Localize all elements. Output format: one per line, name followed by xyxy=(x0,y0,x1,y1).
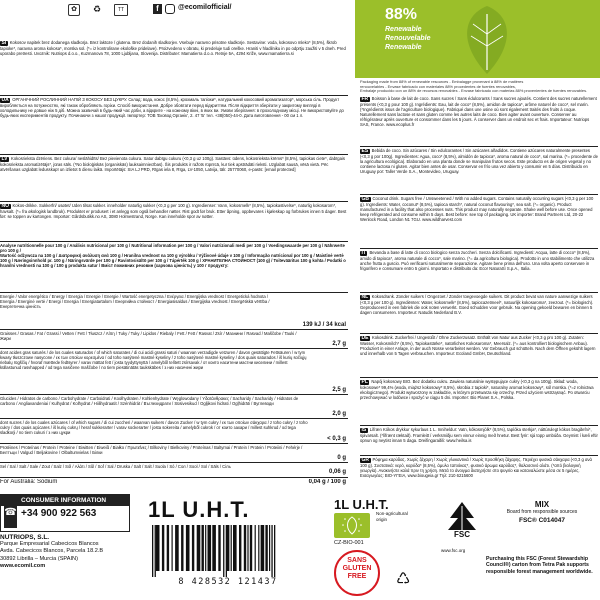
barcode-guard xyxy=(271,525,272,577)
divider xyxy=(0,443,348,444)
divider xyxy=(0,462,348,463)
phone-icon: ☎ xyxy=(4,498,17,528)
barcode-guard xyxy=(223,525,224,577)
barcode-bar xyxy=(239,525,241,571)
barcode-bar xyxy=(202,525,204,571)
barcode-guard xyxy=(226,525,227,577)
eu-origin-note: Non-agricultural origin xyxy=(376,511,408,522)
divider xyxy=(0,329,348,330)
barcode-bar xyxy=(208,525,212,571)
barcode-bar xyxy=(265,525,267,571)
divider xyxy=(360,194,598,195)
barcode xyxy=(148,525,318,587)
nutrition-header: Analyse nutritionnelle pour 100 g / Análisis nutricional por 100 g / Nutritional information per 100 g / Valori nutrizionali medi per 100 g / Voedingswaarde per 100 g / Nährwerte pro 100 g / Wartość odżywcza na 100 g / Διατροφική ανάλυση ανά 100 g / Hranilna vrednost na 100 g výrobku / Výživové údaje v 100 g / Informação nutricional por 100 g / Maistinė vertė 100 g / Næringsinnhold pr. 100 g / Näringsvärde per 100 g / Ravintosisältö per 100 g / Tápérték 100 g / ХРАНИТЕЛНА СТОЙНОСТ (100 g) / Toitevääritus 100 g kohta / Podatki o hranilni vrednosti na 100 g / 100 g produkta satur / Вміст поживних речовин (харчова цінність) у 100 г продукту: xyxy=(0,243,346,269)
barcode-bar xyxy=(255,525,256,571)
barcode-bar xyxy=(197,525,201,571)
company-website[interactable]: www.ecomil.com xyxy=(0,562,46,569)
divider xyxy=(0,95,348,96)
recycle-triangle-icon: ♺ xyxy=(396,571,411,588)
barcode-bar xyxy=(227,525,229,571)
divider xyxy=(360,455,598,456)
divider xyxy=(360,377,598,378)
eco-badge-band xyxy=(355,0,600,78)
divider xyxy=(0,348,348,349)
barcode-bar xyxy=(269,525,270,571)
leaf-icon xyxy=(457,4,517,76)
volume-small: 1L U.H.T. xyxy=(334,497,389,512)
fsc-statement: Purchasing this FSC (Forest Stewardship Council®) carton from Tetra Pak supports responsible forest management worldwide. xyxy=(486,556,593,575)
social-handle: @ecomilofficial/ xyxy=(178,4,232,11)
top-icon-bar xyxy=(48,4,348,16)
barcode-bar xyxy=(156,525,160,571)
section-is: IS Lífræn Kókos drykkur sykurlaus 1 L. Inniheldur: Vatn, kókosmjólk* (8,5%), tapíóka sterkja*, náttúrulegt kókos bragðefni*, sjávarsalt. (*lífrænt ræktað). Framleitt í verksmiðju sem vinnur einnig með hnetur. Best fyrir: sjá topp umbúða. Geymist í kæli eftir opnun og neytist innan 5 daga. Dreifingaraðili: www.heilsa.is xyxy=(360,427,598,444)
barcode-bar xyxy=(218,525,220,571)
renewable-note: Packaging made from 88% of renewable resources - Embalagge provenant à 88% de matières renouvelables - Envase fabricado con materiales 88% procedentes de fuentes renovables, Embalaje producido con un 88% de recursos renovables - Envase fabricado con materias 88% provenientes de fuentes renovables. xyxy=(360,79,588,94)
fruit-icon: ✿ xyxy=(68,4,80,16)
divider xyxy=(0,477,348,478)
consumer-info-title: CONSUMER INFORMATION xyxy=(1,495,129,506)
divider xyxy=(0,292,348,293)
nutrition-sugars: dont sucres / de los cuales azúcares / of which sugars / di cui zuccheri / waarvan suikers / davon Zucker / w tym cukry / εκ των οποίων σάκχαρα / z toho cukry / z toho cukry / dos quais açúcares / iš kurių cukrų / heraf sukkerarter / varav sockerarter / josta sokereita / amelyből cukrok / от които захари / millest suhkrud / od tega sladkorji / no tiem cukuri / з них цукри < 0,3 g xyxy=(0,420,346,442)
renewable-line-1: Renewable xyxy=(385,26,422,33)
company-name: NUTRIOPS, S.L. xyxy=(0,534,50,541)
fsc-mix-block: MIX Board from responsible sources FSC® C014047 xyxy=(506,500,578,524)
divider xyxy=(360,425,598,426)
fsc-url[interactable]: www.fsc.org xyxy=(441,548,466,553)
barcode-bar xyxy=(205,525,206,571)
eu-leaf-stars-icon xyxy=(334,513,370,538)
volume-large: 1L U.H.T. xyxy=(148,497,250,522)
nutrition-salt: Sel / Sal / Salt / Sale / Zout / Salz / Sól / Αλάτι / Sůl / Soľ / Sal / Druska / Salt / Salt / Suola / Só / Сол / Sool / Sol / Sāls / Сіль 0,06 g xyxy=(0,464,346,475)
divider xyxy=(0,418,348,419)
barcode-bar xyxy=(212,525,216,571)
nutrition-carbs: Glucides / Hidratos de carbono / Carbohydrate / Carboidrati / Koolhydraten / Kohlenhydrate / Węglowodany / Υδατάνθρακες / Sacharidy / Sacharidy / Hidratos de carbono / Angliavandeniai / Kulhydrat / Kolhydrat / Hiilihydraatit / Szénhidrát / Въглехидрати / Süsivesikud / Ogljikovi hidrati / Ogļhidrāti / Вуглеводи 2,0 g xyxy=(0,396,346,417)
barcode-bar xyxy=(231,525,232,571)
barcode-bar xyxy=(192,525,194,571)
section-it: IT Bevanda a base di latte di cocco biologico senza zuccheri. Senza dolcificanti. Ingredienti: Acqua, latte di cocco* (8,5%), amido di tapioca*, aroma naturale di cocco*, sale marino. (*= da agricoltura biologica). Prodotto in uno stabilimento che utilizza anche frutta a guscio. Può verificarsi naturalmente separazione. Agitare bene prima dell'uso. Una volta aperto conservare in frigorifero e consumare entro 5 giorni. Importato e distribuito da: Ecor NaturaSì S.p.A., Italia. xyxy=(360,250,595,272)
company-block: NUTRIOPS, S.L. Parque Empresarial Cabecicos Blancos Avda. Cabecicos Blancos, Parcela 18.2.B 30892 Librilla – Murcia (SPAIN) www.ecomil.com xyxy=(0,534,140,570)
nutrition-saturates: dont acides gras saturés / de los cuales saturados / of which saturates / di cui acidi grassi saturi / waarvan verzadigde vetzuren / davon gesättigte Fettsäuren / w tym kwasy tłuszczowe nasycone / εκ των οποίων κορεσμένα / od toho nasýtené mastné kyseliny / z toho nasýtené mastné kyseliny / dos quais saturados / iš kurių sočiųjų riebalų rūgščių / hvoraf mættede fedtsyrer / varav mättat fett / josta tyydyttynyttä / amelyből telített zsírsavak / от които наситени мастни киселини / millest küllastunud rasvhapped / od tega nasičene maščobe / no tiem piesātinātās taukskābes / з них насичені жири 2,5 g xyxy=(0,350,346,393)
fsc-logo: FSC xyxy=(446,500,478,546)
instagram-icon xyxy=(165,4,175,14)
barcode-guard xyxy=(152,525,153,577)
section-si: SI Kokosov napitek brez dodanega sladkorja. Brez laktoze / glutena. Brez dodanih sladkorjev. Vsebuje naravno prisotne sladkorje. Sestavine: voda, kokosovo mleko* (8,5%), škrob tapioke*, naravna aroma kokosa*, morska sol. (*= iz kontrolirane ekološke pridelave). Proizvedeno v obratu, ki predeluje tudi oreške. Hraniti v hladilniku in po odprtju zaužiti v 5 dneh. Pred uporabo pretresti. Uvoznik: Nutriops d.o.o., Kuzmanova 78, 1000 Ljubljana, Slovenija. Distributer: Mamatierra d.o.o. Retnje 5A, 4294 Križe, www.mamatierra.si xyxy=(0,40,346,57)
divider xyxy=(360,292,598,293)
gluten-free-badge: SANS GLUTEN FREE xyxy=(334,550,380,596)
section-fr: FR Boisson à base de lait de coco. Sans sucres / Sans édulcorants / Sans sucres ajoutés. Contient des sucres naturellement présents (<0,3 g pour 100 g). Ingrédients: Eau, lait de coco* (8,5%), amidon de tapioca*, arôme naturel de coco*, sel marin. (*Ingrédients issus de l'agriculture biologique). Fabriqué dans une usine où sont également traités des fruits à coque. Naturellement sans lactose et sans gluten comme les autres laits de coco. Bien agiter avant ouverture. Conserver au réfrigérateur après ouverture et consommer dans les 5 jours. À conserver dans un endroit sec et frais. Importateur: Nutriops SAS, France. www.ecoplus.fr xyxy=(360,96,597,128)
renewable-line-2: Renouvelable xyxy=(385,35,431,42)
consumer-phone[interactable]: +34 900 922 563 xyxy=(21,508,97,519)
section-ua: UA ОРГАНІЧНИЙ РОСЛИННИЙ НАПІЙ З КОКОСУ БЕЗ ЦУКРУ. Склад: вода, кокос (8,5%), крохмаль тапіоки*, натуральний кокосовий ароматизатор*, морська сіль. Продукт виробляється на потужностях, які також обробляють горіхи. Спосіб використання. Добре збовтати перед відкриттям. Після відкриття зберігати у закритому вигляді в холодильнику не довше ніж 5 діб. Можна зазвичай в будь-який час доби, а відкрите - на кожному вікні, в яких ви. Умови зберігання: в прохолодному місці. Не використовуйте до будь-яких експериментів продукту. Починаючи з нашої продукції. Імпортер: ТОВ 'Ековод Органік', 2. 47 'Б' тел. +38(050)-44-0. Дата виготовлення - 00 см 1 л. xyxy=(0,97,344,119)
renewable-percent: 88% xyxy=(385,6,418,23)
section-pl: PL Napój kokosowy BIO. Bez dodatku cukru. Zawiera naturalnie występujące cukry (<0,3 g na 100g). Skład: woda, kokosowe* 99,4% (woda, miąższ kokosowy* 8,5%), skrobia z tapioki*, naturalny aromat kokosowy*, sól morska. (*=z rolnictwa ekologicznego). Produkt wytworzony w zakładzie, w którym przetwarza się orzechy. Przed użyciem wstrząsnąć. Po otwarciu przechowywać w lodówce i spożyć w ciągu 5 dni. Importer: Bio Planet S.A., Polska. xyxy=(360,379,594,401)
nutrition-protein: Protéines / Proteínas / Protein / Proteine / Eiwitten / Eiweiß / Białko / Πρωτεΐνες / Bílkoviny / Bielkoviny / Proteínas / Baltymai / Protein / Protein / Proteiini / Fehérje / Белтъци / Valgud / Beljakovine / Olbaltumvielas / Білки 0 g xyxy=(0,445,346,461)
barcode-guard xyxy=(274,525,275,577)
renewable-line-3: Renewable xyxy=(385,44,422,51)
barcode-digits: 8 428532 121437 xyxy=(178,577,278,587)
divider xyxy=(0,241,348,242)
divider xyxy=(0,154,348,155)
divider xyxy=(360,333,598,334)
barcode-bar xyxy=(162,525,164,571)
nutrition-energy: Energie / Valor energético / Energy / Energia / Energie / Energie / Wartość energetyczna / Ενέργεια / Energijska vrednost / Energetická hodnota / Energia / Energinė vertė / Energi / Energia / Energiatartalom / Eнергийна стойност / Energiasisaldus / Energijska vrednost / Energētiskā vērtība / Енергетична цінність 139 kJ / 34 kcal xyxy=(0,294,346,328)
section-no: NO Kokos-drikke. Sukkerfri/ usøtet/ Uden tilsat sukker. inneholder naturlig sukker (<0,3 g per 100 g). Ingredienser: Vann, kokosmelk* (8,5%), tapiokastivelse*, naturlig kokosarom*, havsalt. (*= fra økologisk landbruk). Produktet er produsert i et anlegg som også behandler nøtter. Rist godt før bruk. Etter åpning, oppbevares i kjøleskap og forbrukes innen 5 dager. Best før: se toppen av kartongen. Importør: Gårdsbutikk.no AS, 3080 Holmestrand, Norge. Kan inneholde spor av nøtter. xyxy=(0,203,347,220)
barcode-bar xyxy=(175,525,179,571)
barcode-bar xyxy=(167,525,169,571)
consumer-info-box xyxy=(0,494,130,532)
divider xyxy=(0,394,348,395)
section-de: DE Kokosdrink. Zuckerfrei / Ungesüßt / Ohne Zuckerzusatz. Enthält von Natur aus Zucker (<0,3 g pro 100 g). Zutaten: Wasser, Kokosmilch* (8,5%), Tapiokastärke*, natürliches Kokosaroma*, Meersalz. (*= aus kontrolliert biologischem Anbau). Produziert in einer Anlage, in der auch Nüsse verarbeitet werden. Vor Gebrauch gut schütteln. Nach dem Öffnen gekühlt lagern und innerhalb von 5 Tagen verbrauchen. Importeur: Ecoland GmbH, Deutschland. xyxy=(360,335,596,357)
nutrition-sodium: For Australia: Sodium 0,04 g / 100 g xyxy=(0,479,346,485)
section-lv: LV Kokosrieksta dzēriens. Bez cukura/ neslāhidīts/ Bez pievienota cukura. Satur dabīgu cukuru (<0,3 g uz 100g). Sastāvs: ūdens, kokosrieksta krēms* (8,5%), tapiokas ciete*, dabīgais kokosrieksta aromatizētājs*, jūras sāls. (*No bioloģiskās (organiskās) lauksaimniecības). Šis produkts ir ražots rūpnīcā, kur tiek apstrādāti rieksti. Uzglabāt sausā, vēsā vietā. Pēc atvēršanas uzglabāt ledusskapī un izlietot 5 dienu laikā. Importētājs: SIA LJ PRD, Rīgas iela 8, Rīga, LV-1050, Latvija, tālr. 25770060, e-pasts: [email protected] xyxy=(0,156,345,173)
nutrition-fat: Graisses / Grasas / Fat / Grassi / Vetten / Fett / Tłuszcz / Λίπη / Tuky / Tuky / Lipidos / Riebaly / Fett / Fett / Rasvat / Zsír / Мазнини / Rasvad / Maščobe / Tauki / Жири 2,7 g xyxy=(0,331,346,347)
barcode-bar xyxy=(233,525,237,571)
barcode-bar xyxy=(244,525,246,571)
divider xyxy=(360,248,598,249)
barcode-bars xyxy=(148,525,308,577)
tetra-icon: TT xyxy=(114,4,128,16)
section-gb: GB Coconut drink. Sugars free / Unsweetened / With no added sugars. Contains naturally occurring sugars (<0,3 g per 100 g). Ingredients: Water, coconut* (8,5%), tapioca starch*, natural coconut flavouring*, sea salt. (*= organic). Product manufactured in a facility that also processes nuts. This product may naturally separate. Shake well before use. Once opened keep refrigerated and consume within 5 days. Best before: see top of packaging. UK importer: Brand Partners Ltd, 20-22 Wenlock Road, London N1 7GU. www.wildharvest.com xyxy=(360,196,594,223)
divider xyxy=(360,146,598,147)
fsc-tree-icon xyxy=(446,500,478,546)
barcode-bar xyxy=(186,525,190,571)
eu-organic-logo xyxy=(334,513,370,538)
section-es: ES Bebida de coco. Sin azúcares / Sin edulcorantes / Sin azúcares añadidos. Contiene azúcares naturalmente presentes (<0,3 g por 100g). Ingredientes: Agua, coco* (8,5%), almidón de tapioca*, aroma natural de coco*, sal marina. (*= procedente de la agricultura ecológica). Elaborado en una planta donde se manipulan frutos secos. Este producto es de origen vegetal y no contiene lactosa ni gluten. Agitar bien antes de usar. Conservar en frío una vez abierto y consumir en 5 días. Distribuido en Uruguay por: Taller Verde S.A., Montevideo, Uruguay. xyxy=(360,148,598,175)
barcode-bar xyxy=(181,525,183,571)
section-nl: NL Kokosdrank. Zonder suikers / Ongezoet / Zonder toegevoegde suikers. Dit product bevat van nature aanwezige suikers (<0,3 g per 100 g). Ingrediënten: Water, kokosmelk* (8,5%), tapiocazetmeel*, natuurlijk kokosaroma*, zeezout. (*= biologisch). Geproduceerd in een fabriek die ook noten verwerkt. Goed schudden voor gebruik. Na opening gekoeld bewaren en binnen 5 dagen consumeren. Importeur: Natudis Nederland B.V. xyxy=(360,294,594,316)
energy-value: 139 kJ / 34 kcal xyxy=(302,321,346,328)
bio-code: CZ-BIO-001 xyxy=(334,540,364,546)
barcode-bar xyxy=(172,525,173,571)
barcode-guard xyxy=(155,525,156,577)
barcode-bar xyxy=(258,525,259,571)
section-gr: GR Ρόφημα καρύδας. Χωρίς ζάχαρη / Χωρίς γλυκαντικά / Χωρίς προσθήκη ζάχαρης. Περιέχει φυσικά σάκχαρα (<0,3 g ανά 100 g). Συστατικά: νερό, καρύδα* (8,5%), άμυλο ταπιόκας*, φυσικό άρωμα καρύδας*, θαλασσινό αλάτι. (*από βιολογική γεωργία). Ανακινήστε καλά πριν τη χρήση. Μετά το άνοιγμα διατηρήστε στο ψυγείο και καταναλώστε μέσα σε 5 ημέρες. Εισαγωγέας: BIO-ΥΓΕΙΑ, www.biougeia.gr Τηλ: 210 6215600 xyxy=(360,457,592,479)
barcode-bar xyxy=(261,525,265,571)
facebook-icon: f xyxy=(153,4,162,14)
divider xyxy=(0,201,348,202)
barcode-bar xyxy=(250,525,252,571)
recycle-icon: ♻ xyxy=(93,4,102,14)
barcode-bar xyxy=(247,525,248,571)
